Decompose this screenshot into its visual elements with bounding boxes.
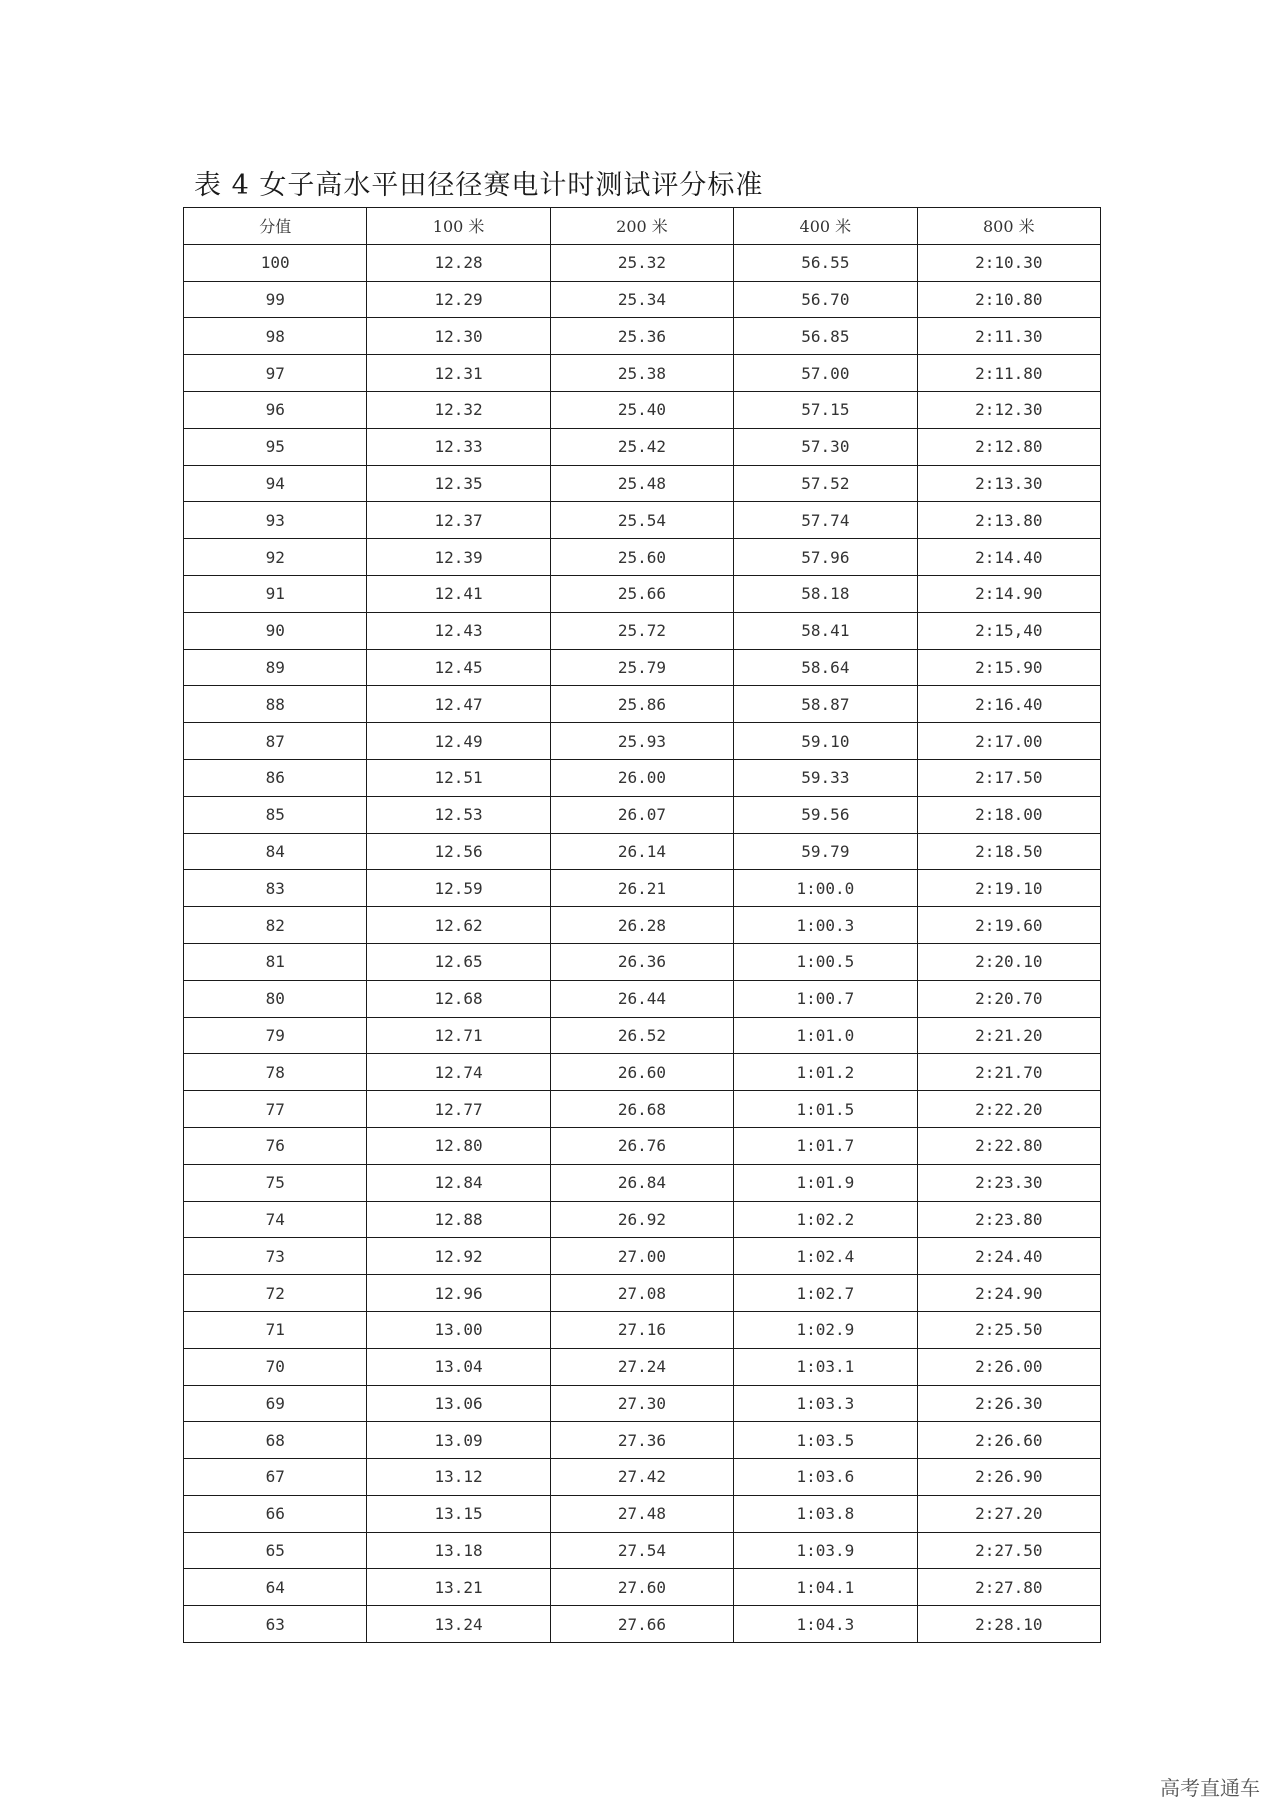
800m-cell: 2:19.60 — [917, 907, 1100, 944]
table-row — [184, 1238, 1101, 1275]
800m-cell: 2:17.00 — [917, 723, 1100, 760]
400m-cell: 1:03.6 — [734, 1459, 917, 1496]
table-row — [184, 281, 1101, 318]
header-200m: 200 米 — [550, 208, 733, 245]
score-cell: 70 — [184, 1348, 367, 1385]
200m-cell: 25.42 — [550, 428, 733, 465]
100m-cell: 13.06 — [367, 1385, 550, 1422]
100m-cell: 12.92 — [367, 1238, 550, 1275]
score-cell: 72 — [184, 1275, 367, 1312]
100m-cell: 12.35 — [367, 465, 550, 502]
800m-cell: 2:17.50 — [917, 759, 1100, 796]
200m-cell: 25.66 — [550, 575, 733, 612]
table-row — [184, 1495, 1101, 1532]
score-cell: 75 — [184, 1164, 367, 1201]
200m-cell: 25.79 — [550, 649, 733, 686]
score-cell: 74 — [184, 1201, 367, 1238]
100m-cell: 12.30 — [367, 318, 550, 355]
score-cell: 67 — [184, 1459, 367, 1496]
400m-cell: 59.33 — [734, 759, 917, 796]
400m-cell: 1:01.9 — [734, 1164, 917, 1201]
100m-cell: 12.80 — [367, 1127, 550, 1164]
table-row — [184, 1385, 1101, 1422]
100m-cell: 12.56 — [367, 833, 550, 870]
800m-cell: 2:27.80 — [917, 1569, 1100, 1606]
400m-cell: 58.64 — [734, 649, 917, 686]
800m-cell: 2:10.30 — [917, 244, 1100, 281]
400m-cell: 58.87 — [734, 686, 917, 723]
score-cell: 84 — [184, 833, 367, 870]
score-cell: 90 — [184, 612, 367, 649]
score-cell: 89 — [184, 649, 367, 686]
table-row — [184, 1422, 1101, 1459]
100m-cell: 12.31 — [367, 355, 550, 392]
400m-cell: 1:00.0 — [734, 870, 917, 907]
100m-cell: 13.18 — [367, 1532, 550, 1569]
100m-cell: 12.96 — [367, 1275, 550, 1312]
400m-cell: 57.52 — [734, 465, 917, 502]
score-cell: 65 — [184, 1532, 367, 1569]
800m-cell: 2:28.10 — [917, 1606, 1100, 1643]
200m-cell: 25.93 — [550, 723, 733, 760]
800m-cell: 2:12.80 — [917, 428, 1100, 465]
800m-cell: 2:26.00 — [917, 1348, 1100, 1385]
table-row — [184, 1127, 1101, 1164]
100m-cell: 13.09 — [367, 1422, 550, 1459]
score-cell: 94 — [184, 465, 367, 502]
score-cell: 79 — [184, 1017, 367, 1054]
200m-cell: 26.84 — [550, 1164, 733, 1201]
800m-cell: 2:18.00 — [917, 796, 1100, 833]
scoring-table — [183, 207, 1101, 1643]
400m-cell: 1:01.2 — [734, 1054, 917, 1091]
100m-cell: 12.43 — [367, 612, 550, 649]
table-row — [184, 1459, 1101, 1496]
400m-cell: 1:04.1 — [734, 1569, 917, 1606]
800m-cell: 2:23.80 — [917, 1201, 1100, 1238]
score-cell: 96 — [184, 391, 367, 428]
score-cell: 73 — [184, 1238, 367, 1275]
100m-cell: 13.24 — [367, 1606, 550, 1643]
800m-cell: 2:10.80 — [917, 281, 1100, 318]
200m-cell: 25.40 — [550, 391, 733, 428]
score-cell: 68 — [184, 1422, 367, 1459]
400m-cell: 1:02.7 — [734, 1275, 917, 1312]
400m-cell: 57.15 — [734, 391, 917, 428]
score-cell: 99 — [184, 281, 367, 318]
100m-cell: 12.68 — [367, 980, 550, 1017]
table-row — [184, 759, 1101, 796]
table-header-row — [184, 208, 1101, 245]
table-row — [184, 907, 1101, 944]
800m-cell: 2:26.60 — [917, 1422, 1100, 1459]
table-row — [184, 1091, 1101, 1128]
200m-cell: 27.00 — [550, 1238, 733, 1275]
table-row — [184, 391, 1101, 428]
800m-cell: 2:20.70 — [917, 980, 1100, 1017]
score-cell: 93 — [184, 502, 367, 539]
table-row — [184, 428, 1101, 465]
100m-cell: 12.51 — [367, 759, 550, 796]
score-cell: 66 — [184, 1495, 367, 1532]
200m-cell: 27.60 — [550, 1569, 733, 1606]
200m-cell: 25.34 — [550, 281, 733, 318]
200m-cell: 27.16 — [550, 1311, 733, 1348]
400m-cell: 58.41 — [734, 612, 917, 649]
800m-cell: 2:26.30 — [917, 1385, 1100, 1422]
400m-cell: 57.96 — [734, 539, 917, 576]
score-cell: 87 — [184, 723, 367, 760]
score-cell: 86 — [184, 759, 367, 796]
100m-cell: 13.00 — [367, 1311, 550, 1348]
100m-cell: 12.53 — [367, 796, 550, 833]
score-cell: 98 — [184, 318, 367, 355]
score-cell: 91 — [184, 575, 367, 612]
score-cell: 95 — [184, 428, 367, 465]
400m-cell: 56.70 — [734, 281, 917, 318]
200m-cell: 27.48 — [550, 1495, 733, 1532]
100m-cell: 12.39 — [367, 539, 550, 576]
100m-cell: 13.12 — [367, 1459, 550, 1496]
400m-cell: 1:00.3 — [734, 907, 917, 944]
100m-cell: 12.88 — [367, 1201, 550, 1238]
200m-cell: 27.08 — [550, 1275, 733, 1312]
score-cell: 63 — [184, 1606, 367, 1643]
100m-cell: 12.41 — [367, 575, 550, 612]
score-cell: 77 — [184, 1091, 367, 1128]
table-row — [184, 575, 1101, 612]
100m-cell: 12.29 — [367, 281, 550, 318]
table-row — [184, 1164, 1101, 1201]
400m-cell: 1:02.2 — [734, 1201, 917, 1238]
400m-cell: 59.10 — [734, 723, 917, 760]
100m-cell: 12.32 — [367, 391, 550, 428]
800m-cell: 2:14.40 — [917, 539, 1100, 576]
400m-cell: 56.55 — [734, 244, 917, 281]
800m-cell: 2:14.90 — [917, 575, 1100, 612]
400m-cell: 1:03.3 — [734, 1385, 917, 1422]
table-row — [184, 686, 1101, 723]
table-row — [184, 649, 1101, 686]
100m-cell: 12.71 — [367, 1017, 550, 1054]
400m-cell: 1:01.7 — [734, 1127, 917, 1164]
400m-cell: 1:03.9 — [734, 1532, 917, 1569]
header-100m: 100 米 — [367, 208, 550, 245]
table-row — [184, 870, 1101, 907]
100m-cell: 12.47 — [367, 686, 550, 723]
table-row — [184, 980, 1101, 1017]
score-cell: 78 — [184, 1054, 367, 1091]
800m-cell: 2:15,40 — [917, 612, 1100, 649]
800m-cell: 2:12.30 — [917, 391, 1100, 428]
100m-cell: 12.74 — [367, 1054, 550, 1091]
score-cell: 100 — [184, 244, 367, 281]
200m-cell: 26.21 — [550, 870, 733, 907]
400m-cell: 57.00 — [734, 355, 917, 392]
800m-cell: 2:20.10 — [917, 943, 1100, 980]
score-cell: 92 — [184, 539, 367, 576]
800m-cell: 2:24.40 — [917, 1238, 1100, 1275]
table-row — [184, 502, 1101, 539]
800m-cell: 2:27.50 — [917, 1532, 1100, 1569]
800m-cell: 2:11.30 — [917, 318, 1100, 355]
200m-cell: 26.68 — [550, 1091, 733, 1128]
table-row — [184, 318, 1101, 355]
800m-cell: 2:11.80 — [917, 355, 1100, 392]
page-title: 表 4 女子高水平田径径赛电计时测试评分标准 — [194, 170, 764, 201]
800m-cell: 2:27.20 — [917, 1495, 1100, 1532]
200m-cell: 25.54 — [550, 502, 733, 539]
100m-cell: 12.28 — [367, 244, 550, 281]
400m-cell: 1:01.5 — [734, 1091, 917, 1128]
800m-cell: 2:19.10 — [917, 870, 1100, 907]
400m-cell: 1:02.4 — [734, 1238, 917, 1275]
100m-cell: 12.37 — [367, 502, 550, 539]
100m-cell: 12.45 — [367, 649, 550, 686]
table-row — [184, 612, 1101, 649]
400m-cell: 1:00.7 — [734, 980, 917, 1017]
200m-cell: 25.38 — [550, 355, 733, 392]
table-row — [184, 1606, 1101, 1643]
400m-cell: 59.79 — [734, 833, 917, 870]
800m-cell: 2:26.90 — [917, 1459, 1100, 1496]
400m-cell: 1:03.5 — [734, 1422, 917, 1459]
score-cell: 69 — [184, 1385, 367, 1422]
200m-cell: 26.60 — [550, 1054, 733, 1091]
table-body — [184, 244, 1101, 1642]
header-score: 分值 — [184, 208, 367, 245]
800m-cell: 2:24.90 — [917, 1275, 1100, 1312]
200m-cell: 26.14 — [550, 833, 733, 870]
table-row — [184, 943, 1101, 980]
400m-cell: 58.18 — [734, 575, 917, 612]
200m-cell: 25.36 — [550, 318, 733, 355]
100m-cell: 12.49 — [367, 723, 550, 760]
400m-cell: 59.56 — [734, 796, 917, 833]
100m-cell: 12.65 — [367, 943, 550, 980]
800m-cell: 2:21.70 — [917, 1054, 1100, 1091]
table-row — [184, 833, 1101, 870]
200m-cell: 27.24 — [550, 1348, 733, 1385]
200m-cell: 27.36 — [550, 1422, 733, 1459]
800m-cell: 2:22.20 — [917, 1091, 1100, 1128]
score-cell: 97 — [184, 355, 367, 392]
200m-cell: 27.42 — [550, 1459, 733, 1496]
watermark: 高考直通车 — [1160, 1776, 1260, 1800]
200m-cell: 27.30 — [550, 1385, 733, 1422]
table-row — [184, 1532, 1101, 1569]
800m-cell: 2:15.90 — [917, 649, 1100, 686]
200m-cell: 25.72 — [550, 612, 733, 649]
score-cell: 80 — [184, 980, 367, 1017]
400m-cell: 1:03.1 — [734, 1348, 917, 1385]
400m-cell: 56.85 — [734, 318, 917, 355]
100m-cell: 13.15 — [367, 1495, 550, 1532]
400m-cell: 57.74 — [734, 502, 917, 539]
100m-cell: 12.77 — [367, 1091, 550, 1128]
score-cell: 88 — [184, 686, 367, 723]
800m-cell: 2:13.80 — [917, 502, 1100, 539]
score-cell: 82 — [184, 907, 367, 944]
200m-cell: 26.07 — [550, 796, 733, 833]
100m-cell: 12.33 — [367, 428, 550, 465]
table-row — [184, 796, 1101, 833]
200m-cell: 26.44 — [550, 980, 733, 1017]
header-400m: 400 米 — [734, 208, 917, 245]
200m-cell: 26.00 — [550, 759, 733, 796]
table-row — [184, 1201, 1101, 1238]
table-row — [184, 244, 1101, 281]
table-row — [184, 355, 1101, 392]
score-cell: 81 — [184, 943, 367, 980]
200m-cell: 26.36 — [550, 943, 733, 980]
table-row — [184, 1275, 1101, 1312]
score-cell: 76 — [184, 1127, 367, 1164]
800m-cell: 2:16.40 — [917, 686, 1100, 723]
score-cell: 64 — [184, 1569, 367, 1606]
800m-cell: 2:25.50 — [917, 1311, 1100, 1348]
400m-cell: 1:03.8 — [734, 1495, 917, 1532]
200m-cell: 25.32 — [550, 244, 733, 281]
400m-cell: 1:02.9 — [734, 1311, 917, 1348]
400m-cell: 1:00.5 — [734, 943, 917, 980]
400m-cell: 1:04.3 — [734, 1606, 917, 1643]
800m-cell: 2:22.80 — [917, 1127, 1100, 1164]
table-row — [184, 1348, 1101, 1385]
100m-cell: 12.59 — [367, 870, 550, 907]
200m-cell: 26.28 — [550, 907, 733, 944]
table-row — [184, 723, 1101, 760]
100m-cell: 13.21 — [367, 1569, 550, 1606]
200m-cell: 26.92 — [550, 1201, 733, 1238]
header-800m: 800 米 — [917, 208, 1100, 245]
100m-cell: 13.04 — [367, 1348, 550, 1385]
800m-cell: 2:13.30 — [917, 465, 1100, 502]
table-row — [184, 1569, 1101, 1606]
800m-cell: 2:21.20 — [917, 1017, 1100, 1054]
200m-cell: 26.52 — [550, 1017, 733, 1054]
table-row — [184, 1311, 1101, 1348]
400m-cell: 1:01.0 — [734, 1017, 917, 1054]
100m-cell: 12.84 — [367, 1164, 550, 1201]
200m-cell: 27.66 — [550, 1606, 733, 1643]
table-row — [184, 1054, 1101, 1091]
400m-cell: 57.30 — [734, 428, 917, 465]
table-row — [184, 1017, 1101, 1054]
800m-cell: 2:23.30 — [917, 1164, 1100, 1201]
table-row — [184, 465, 1101, 502]
score-cell: 71 — [184, 1311, 367, 1348]
200m-cell: 26.76 — [550, 1127, 733, 1164]
200m-cell: 25.86 — [550, 686, 733, 723]
score-cell: 83 — [184, 870, 367, 907]
800m-cell: 2:18.50 — [917, 833, 1100, 870]
100m-cell: 12.62 — [367, 907, 550, 944]
200m-cell: 25.48 — [550, 465, 733, 502]
table-row — [184, 539, 1101, 576]
score-cell: 85 — [184, 796, 367, 833]
200m-cell: 25.60 — [550, 539, 733, 576]
200m-cell: 27.54 — [550, 1532, 733, 1569]
